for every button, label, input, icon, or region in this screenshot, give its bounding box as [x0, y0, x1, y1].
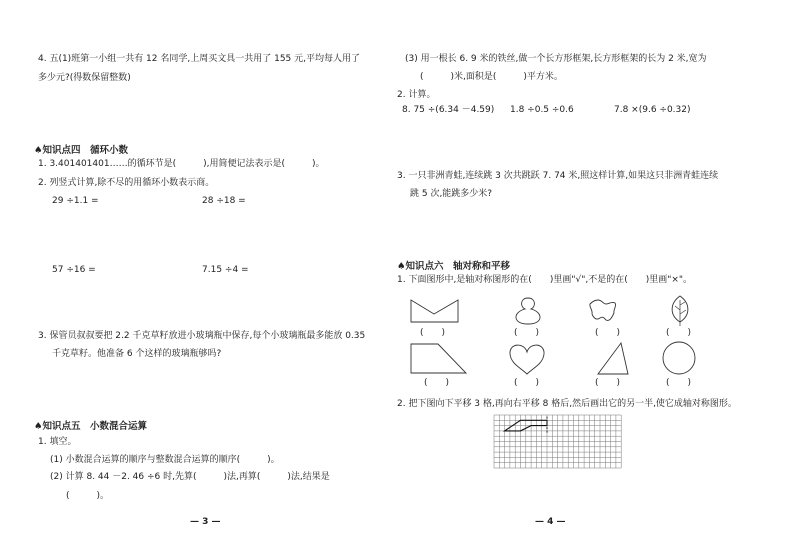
calc-item: 1.8 ÷0.5 ÷0.6: [510, 105, 574, 115]
answer-paren[interactable]: ( ): [514, 378, 540, 388]
spade-icon: ♠: [397, 261, 406, 272]
gourd-shape: [516, 298, 540, 324]
p4-q3b-line1: 3. 一只非洲青蛙,连续跳 3 次共跳跃 7. 74 米,照这样计算,如果这只非洲青蛙连续: [397, 171, 719, 181]
s5-q1-2-line2: ( )。: [66, 491, 110, 501]
spade-icon: ♠: [34, 145, 43, 156]
heart-shape: [510, 345, 544, 374]
translation-grid: [494, 415, 624, 470]
answer-paren[interactable]: ( ): [420, 328, 446, 338]
section6-title: 知识点六 轴对称和平移: [405, 261, 511, 272]
s5-q1-1: (1) 小数混合运算的顺序与整数混合运算的顺序( )。: [50, 455, 280, 465]
p4-q2: 2. 计算。: [397, 90, 436, 100]
section4-title: 知识点四 循环小数: [42, 145, 129, 156]
p3-q4-line1: 4. 五(1)班第一小组一共有 12 名同学,上周买文具一共用了 155 元,平均每人用了: [38, 54, 360, 64]
p4-q3-line1: (3) 用一根长 6. 9 米的铁丝,做一个长方形框架,长方形框架的长为 2 米,宽为: [405, 54, 707, 64]
answer-paren[interactable]: ( ): [666, 378, 692, 388]
p4-q3b-line2: 跳 5 次,能跳多少米?: [410, 189, 493, 199]
s6-q2: 2. 把下图向下平移 3 格,再向右平移 8 格后,然后画出它的另一半,使它成轴对称图形。: [397, 399, 737, 409]
calc-item: 8. 75 ÷(6.34 －4.59): [402, 105, 495, 115]
answer-paren[interactable]: ( ): [595, 378, 621, 388]
spade-icon: ♠: [34, 421, 43, 432]
calc-item: 7.15 ÷4 =: [202, 265, 249, 275]
calc-item: 29 ÷1.1 =: [52, 196, 99, 206]
leaf-shape: [672, 296, 688, 326]
p4-q3-line2: ( )米,面积是( )平方米。: [420, 72, 563, 82]
section5-title: 知识点五 小数混合运算: [42, 421, 148, 432]
flower-shape: [590, 300, 616, 320]
calc-item: 7.8 ×(9.6 ÷0.32): [614, 105, 691, 115]
p3-q4-line2: 多少元?(得数保留整数): [38, 73, 131, 83]
answer-paren[interactable]: ( ): [514, 328, 540, 338]
calc-item: 28 ÷18 =: [202, 196, 246, 206]
trapezoid-shape: [411, 344, 466, 373]
s4-q1: 1. 3.401401401……的循环节是( ),用简便记法表示是( )。: [38, 159, 325, 169]
answer-paren[interactable]: ( ): [424, 378, 450, 388]
banner-shape: [411, 300, 458, 322]
s4-q2: 2. 列竖式计算,除不尽的用循环小数表示商。: [38, 178, 215, 188]
triangle-shape: [598, 343, 628, 374]
calc-item: 57 ÷16 =: [52, 265, 96, 275]
s6-q1: 1. 下面图形中,是轴对称图形的在( )里画"√",不是的在( )里画"×"。: [397, 275, 693, 285]
answer-paren[interactable]: ( ): [595, 328, 621, 338]
answer-paren[interactable]: ( ): [666, 328, 692, 338]
page-number-3: — 3 —: [190, 517, 221, 527]
page-number-4: — 4 —: [535, 517, 566, 527]
s4-q3-line2: 千克草籽。他准备 6 个这样的玻璃瓶够吗?: [52, 349, 222, 359]
circle-shape: [663, 342, 695, 374]
s5-q1: 1. 填空。: [38, 437, 77, 447]
s4-q3-line1: 3. 保管员叔叔要把 2.2 千克草籽放进小玻璃瓶中保存,每个小玻璃瓶最多能放 0.35: [38, 331, 366, 341]
s5-q1-2-line1: (2) 计算 8. 44 －2. 46 ÷6 时,先算( )法,再算( )法,结果是: [50, 472, 330, 482]
